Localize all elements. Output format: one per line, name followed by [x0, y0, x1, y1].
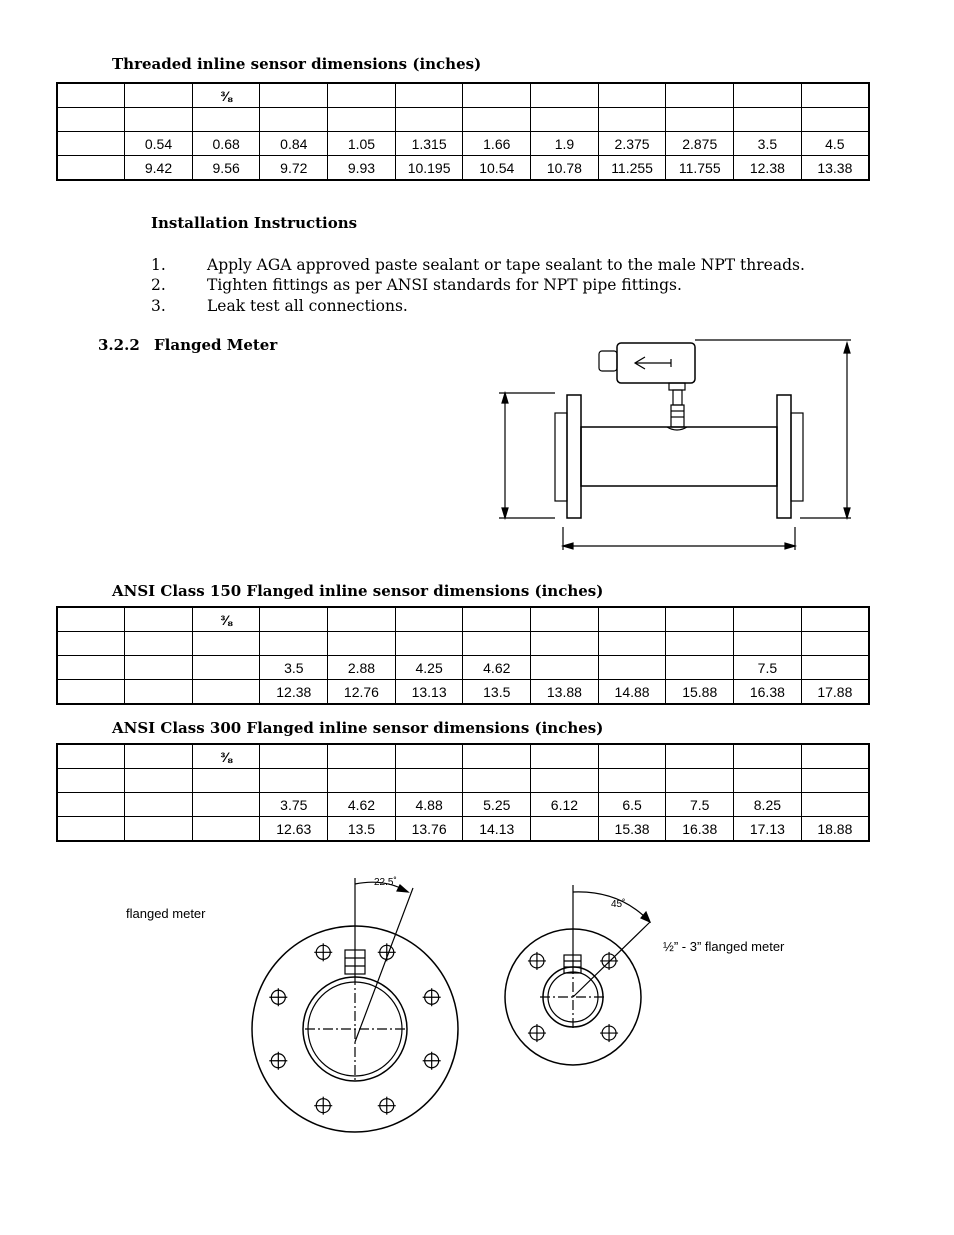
table-row — [57, 632, 869, 656]
section-heading: 3.2.2 Flanged Meter — [98, 336, 278, 354]
table-header-row — [57, 744, 869, 769]
table-cell: 7.5 — [734, 656, 802, 680]
class300-table-caption: ANSI Class 300 Flanged inline sensor dimensions (inches) — [112, 719, 604, 737]
table-cell: 4.62 — [328, 793, 396, 817]
table-cell: 3.75 — [260, 793, 328, 817]
table-cell: 4.62 — [463, 656, 531, 680]
table-cell: 15.38 — [598, 817, 666, 842]
table-row — [57, 769, 869, 793]
table-cell: 12.38 — [260, 680, 328, 705]
table-cell: 10.195 — [395, 156, 463, 181]
table-cell: 0.54 — [125, 132, 193, 156]
table-cell — [801, 793, 869, 817]
table-row — [57, 108, 869, 132]
instruction-step: 1. Apply AGA approved paste sealant or tape sealant to the male NPT threads. — [151, 256, 805, 274]
table-cell: 1.66 — [463, 132, 531, 156]
table-cell — [801, 656, 869, 680]
installation-title: Installation Instructions — [151, 214, 358, 232]
table-cell: 11.255 — [598, 156, 666, 181]
table-cell: 2.88 — [328, 656, 396, 680]
angle-label-45: 45˚ — [611, 899, 626, 910]
class150-dimensions-table — [56, 606, 870, 705]
table-cell: 4.5 — [801, 132, 869, 156]
table-cell: 17.88 — [801, 680, 869, 705]
table-cell: 4.88 — [395, 793, 463, 817]
table-cell: 17.13 — [734, 817, 802, 842]
class150-table-caption: ANSI Class 150 Flanged inline sensor dimensions (inches) — [112, 582, 604, 600]
table-row — [57, 680, 869, 705]
table-row — [57, 156, 869, 181]
class300-dimensions-table — [56, 743, 870, 842]
table-cell: 13.13 — [395, 680, 463, 705]
table-cell: 6.12 — [531, 793, 599, 817]
table-cell: 10.78 — [531, 156, 599, 181]
table-cell — [666, 656, 734, 680]
table-cell: 1.9 — [531, 132, 599, 156]
table-cell: 9.72 — [260, 156, 328, 181]
table-cell: 0.68 — [192, 132, 260, 156]
table-cell: 9.42 — [125, 156, 193, 181]
table-cell: 16.38 — [734, 680, 802, 705]
table-cell — [598, 656, 666, 680]
table-cell: 1.05 — [328, 132, 396, 156]
small-flange-front-view-drawing — [500, 880, 670, 1080]
table-cell: 0.84 — [260, 132, 328, 156]
table-cell: 12.63 — [260, 817, 328, 842]
table-cell — [531, 656, 599, 680]
large-flange-front-view-drawing — [250, 870, 462, 1140]
table-cell: 13.76 — [395, 817, 463, 842]
table-cell: 10.54 — [463, 156, 531, 181]
table-cell: 12.76 — [328, 680, 396, 705]
table-cell: 13.88 — [531, 680, 599, 705]
table-cell: 15.88 — [666, 680, 734, 705]
table-cell: 2.875 — [666, 132, 734, 156]
table-cell: 8.25 — [734, 793, 802, 817]
flanged-meter-label: flanged meter — [126, 906, 206, 921]
table-cell: 4.25 — [395, 656, 463, 680]
size-fraction-header: ⅜ — [192, 607, 260, 632]
table-cell: 5.25 — [463, 793, 531, 817]
table-header-row — [57, 607, 869, 632]
table-header-row — [57, 83, 869, 108]
table-cell: 18.88 — [801, 817, 869, 842]
flanged-meter-side-view-drawing — [495, 335, 855, 555]
threaded-table-caption: Threaded inline sensor dimensions (inches) — [112, 55, 482, 73]
table-row — [57, 132, 869, 156]
table-cell: 13.5 — [463, 680, 531, 705]
size-fraction-header: ⅜ — [192, 744, 260, 769]
table-cell: 9.93 — [328, 156, 396, 181]
table-row — [57, 793, 869, 817]
table-cell — [531, 817, 599, 842]
table-cell: 2.375 — [598, 132, 666, 156]
size-fraction-header: ⅜ — [192, 83, 260, 108]
table-cell: 11.755 — [666, 156, 734, 181]
table-cell: 1.315 — [395, 132, 463, 156]
table-row — [57, 656, 869, 680]
table-cell: 14.13 — [463, 817, 531, 842]
table-cell: 12.38 — [734, 156, 802, 181]
small-flanged-meter-label: ½” - 3” flanged meter — [663, 939, 785, 954]
angle-label-22-5: 22.5˚ — [374, 877, 397, 888]
table-cell: 16.38 — [666, 817, 734, 842]
table-cell: 14.88 — [598, 680, 666, 705]
instruction-step: 3. Leak test all connections. — [151, 297, 408, 315]
table-cell: 13.38 — [801, 156, 869, 181]
table-cell: 3.5 — [734, 132, 802, 156]
threaded-dimensions-table — [56, 82, 870, 181]
table-cell: 13.5 — [328, 817, 396, 842]
table-cell: 7.5 — [666, 793, 734, 817]
table-cell: 9.56 — [192, 156, 260, 181]
table-row — [57, 817, 869, 842]
instruction-step: 2. Tighten fittings as per ANSI standards for NPT pipe fittings. — [151, 276, 682, 294]
table-cell: 6.5 — [598, 793, 666, 817]
table-cell: 3.5 — [260, 656, 328, 680]
